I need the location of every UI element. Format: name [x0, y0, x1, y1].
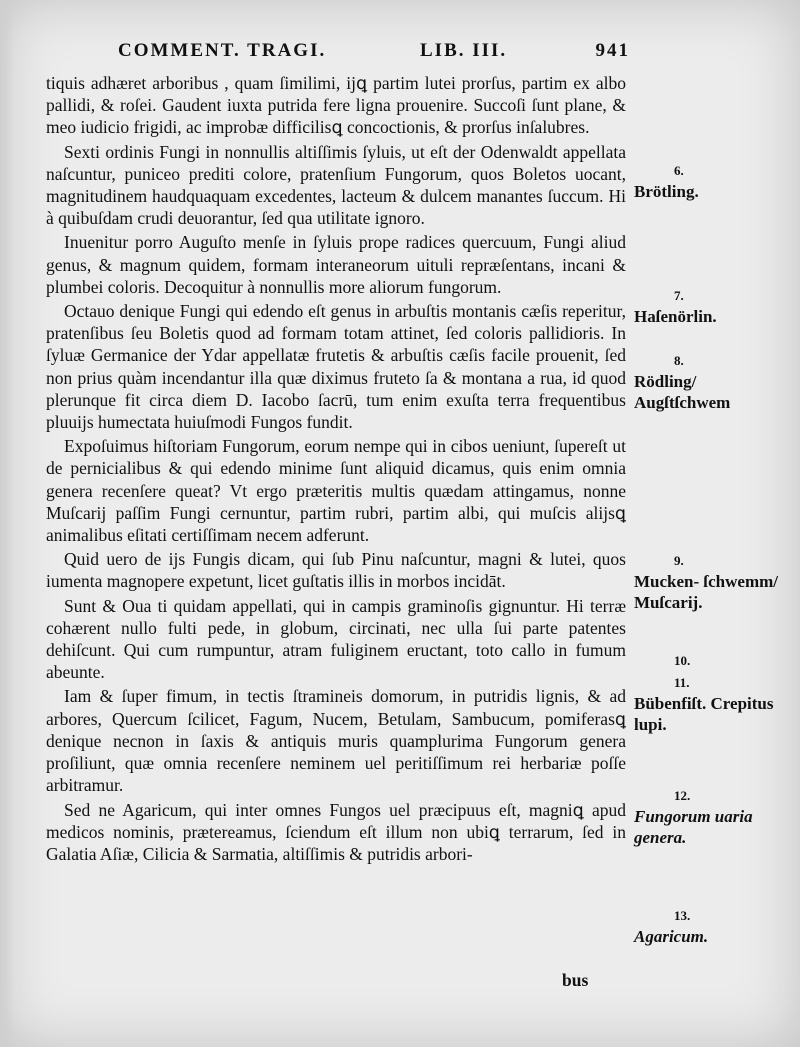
margin-note: [634, 785, 794, 848]
running-header: [110, 40, 630, 68]
margin-note: [634, 285, 794, 327]
header-title: COMMENT. TRAGI.: [118, 40, 327, 61]
margin-note-label: Agaricum.: [634, 927, 709, 946]
page-gutter-shadow: [0, 0, 14, 1047]
margin-note-label: Brötling.: [634, 182, 699, 201]
margin-note-number: 10.: [674, 653, 691, 668]
margin-note: [634, 550, 794, 613]
main-text: [46, 72, 626, 867]
paragraph: Expoſuimus hiſtoriam Fungorum, eorum nempe qui in cibos ueniunt, ſupereſt ut de pernicialibus & qui edendo minime ſunt aliquid dicamus, quis enim omnia genera recenſere queat? Vt ergo præteritis multis quædam attingamus, nonne Muſcarij paſſim Fungi cernuntur, partim rubri, partim albi, qui muſcis alijsꝗ animalibus eſitati certiſſimam necem adferunt.: [46, 436, 626, 546]
paragraph: Quid uero de ijs Fungis dicam, qui ſub Pinu naſcuntur, magni & lutei, quos iumenta magnopere expetunt, licet guſtatis illis in morbos incidāt.: [46, 549, 626, 592]
margin-note-label: Rödling/ Augſtſchwem: [634, 372, 731, 412]
header-book: LIB. III.: [420, 40, 508, 61]
paragraph: Sed ne Agaricum, qui inter omnes Fungos uel præcipuus eſt, magniꝗ apud medicos nominis, prætereamus, ſciendum eſt illum non ubiꝗ terrarum, ſed in Galatia Aſiæ, Cilicia & Sarmatia, altiſſimis & putridis arbori-: [46, 799, 626, 864]
margin-note-label: Bübenfiſt. Crepitus lupi.: [634, 694, 774, 734]
margin-note-number: 6.: [674, 163, 684, 178]
margin-note-number: 12.: [674, 788, 691, 803]
paragraph: Sunt & Oua ti quidam appellati, qui in campis graminoſis gignuntur. Hi terræ cohærent nullo fulti pede, in globum, circinati, nec ulla ſui parte patentes dehiſcunt. Qui cum rumpuntur, atram fuliginem eructant, toto callo in fumum abeunte.: [46, 595, 626, 683]
catchword: bus: [562, 970, 589, 990]
margin-note: [634, 350, 794, 413]
paragraph: Inuenitur porro Auguſto menſe in ſyluis prope radices quercuum, Fungi aliud genus, & magnum quidem, formam interaneorum uituli repræſentans, incani & plumbei coloris. Decoquitur à nonnullis more aliorum fungorum.: [46, 232, 626, 297]
margin-note-label: Mucken- ſchwemm/ Muſcarij.: [634, 572, 779, 612]
margin-note-label: Haſenörlin.: [634, 307, 717, 326]
paragraph: Octauo denique Fungi qui edendo eſt genus in arbuſtis montanis cæſis reperitur, pratenſibus ſeu Boletis quod ad formam totam attinet, ſed coloris pallidioris. In ſyluæ Germanice der Ydar appellatæ frutetis & arbuſtis cæſis facile prouenit, ſed non prius quàm incendantur illa quæ diximus fruteto ſa & montana a rua, id quod plerunque fit circa diem D. Iacobo ſacrū, tum enim exuſta terra frequentibus pluuijs humectata huiuſmodi Fungos fundit.: [46, 301, 626, 433]
margin-note: [634, 160, 794, 202]
margin-note: [634, 672, 794, 735]
margin-note-number: 8.: [674, 353, 684, 368]
margin-note: [634, 905, 794, 947]
margin-note-number: 9.: [674, 553, 684, 568]
page-number: 941: [595, 40, 630, 61]
margin-note-label: Fungorum uaria genera.: [634, 807, 753, 847]
paragraph: Sexti ordinis Fungi in nonnullis altiſſimis ſyluis, ut eſt der Odenwaldt appellata naſcuntur, puniceo prediti colore, pratenſium Fungorum, quos Boletos uocant, magnitudinem haudquaquam excedentes, lacteum & dulcem manantes ſuccum. Hi à quibuſdam crudi deuorantur, ſed qua utilitate ignoro.: [46, 141, 626, 229]
margin-note-number: 13.: [674, 908, 691, 923]
paragraph: tiquis adhæret arboribus , quam ſimilimi, ijꝗ partim lutei prorſus, partim ex albo pallidi, & roſei. Gaudent iuxta putrida fere ligna prouenire. Succoſi ſunt plane, & meo iudicio frigidi, ac improbæ difficilisꝗ concoctionis, & prorſus inſalubres.: [46, 73, 626, 138]
margin-note: [634, 650, 794, 671]
margin-note-number: 11.: [674, 675, 690, 690]
margin-note-number: 7.: [674, 288, 684, 303]
paragraph: Iam & ſuper fimum, in tectis ſtramineis domorum, in putridis lignis, & ad arbores, Quercum ſcilicet, Fagum, Nucem, Betulam, Sambucum, pomiferasꝗ denique necnon in ſaxis & antiquis muris quamplurima Fungorum genera proſiliunt, quæ omnia recenſere neminem uel peritiſſimum rei herbariæ poſſe arbitramur.: [46, 686, 626, 796]
